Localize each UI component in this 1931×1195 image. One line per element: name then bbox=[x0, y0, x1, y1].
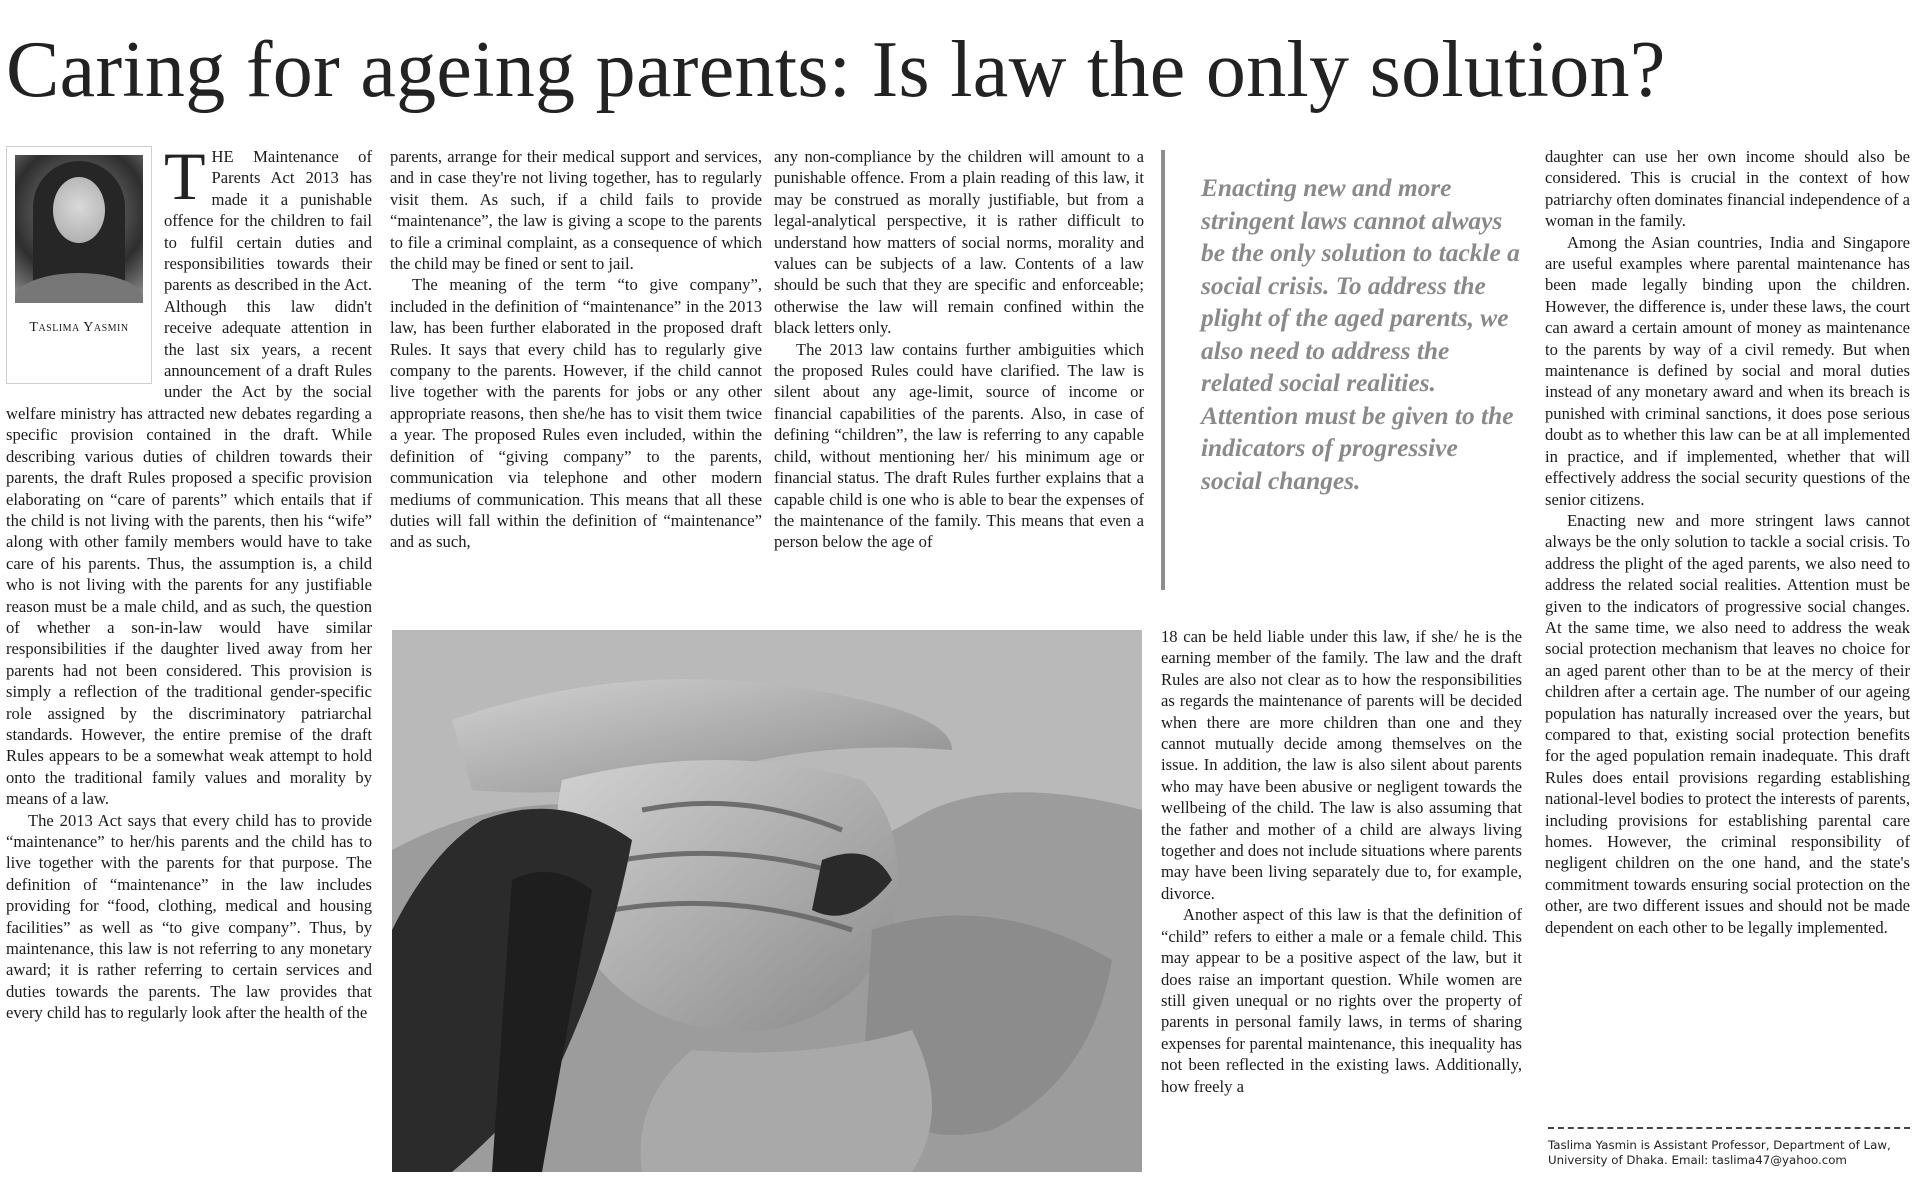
article-paragraph: parents, arrange for their medical support and services, and in case they're not living together, has to regularly visit them. As such, if a child fails to provide “maintenance”, the law is giving a scope to the parents to file a criminal complaint, as a consequence of which the child may be fined or sent to jail. bbox=[390, 147, 762, 274]
drop-cap: T bbox=[164, 138, 206, 214]
hands-illustration bbox=[392, 630, 1142, 1172]
author-box bbox=[6, 146, 152, 384]
article-column-1 bbox=[6, 138, 372, 1191]
article-column-5 bbox=[1545, 146, 1910, 1146]
article-photo-hands bbox=[392, 630, 1142, 1172]
article-paragraph: daughter can use her own income should also be considered. This is crucial in the context of how patriarchy often dominates financial independence of a woman in the family. bbox=[1545, 147, 1910, 231]
article-paragraph: Among the Asian countries, India and Singapore are useful examples where parental maintenance has been made legally binding upon the children. However, the difference is, under these laws, the court can award a certain amount of money as maintenance to the parents by way of a civil remedy. But when maintenance is defined by social and moral duties instead of any monetary award and when its breach is punished with criminal sanctions, it does pose serious doubt as to whether this law can be at all implemented in practice, and if implemented, whether that will effectively address the social security questions of the senior citizens. bbox=[1545, 232, 1910, 509]
article-paragraph: any non-compliance by the children will amount to a punishable offence. From a plain reading of this law, it may be construed as morally justifiable, but from a legal-analytical perspective, it is rather difficult to understand how matters of social norms, morality and values can be subjects of a law. Contents of a law should be such that they are specific and enforceable; otherwise the law will remain confined within the black letters only. bbox=[774, 147, 1144, 338]
article-column-4 bbox=[1161, 626, 1522, 1191]
author-photo bbox=[15, 155, 143, 303]
article-paragraph: 18 can be held liable under this law, if she/ he is the earning member of the family. The law and the draft Rules are also not clear as to how the responsibilities as regards the maintenance of parents will be decided when there are more children than one and they cannot mutually decide among themselves on the issue. In addition, the law is also silent about parents who may have been abusive or negligent towards the wellbeing of the child. The law is also assuming that the father and mother of a child are always living together and does not include situations where parents may have been living separately due to, for example, divorce. bbox=[1161, 627, 1522, 903]
article-paragraph: The 2013 Act says that every child has to provide “maintenance” to her/his parents and the child has to live together with the parents for that purpose. The definition of “maintenance” in the law includes providing for “food, clothing, medical and housing facilities” as well as “to give company”. Thus, by maintenance, this law is not referring to any monetary award; it is rather referring to certain services and duties towards the parents. The law provides that every child has to regularly look after the health of the bbox=[6, 810, 372, 1023]
pull-quote bbox=[1161, 150, 1529, 590]
article-paragraph: The meaning of the term “to give company”, included in the definition of “maintenance” in the 2013 law, has been further elaborated in the proposed draft Rules. It says that every child has to regularly give company to the parents. However, if the child cannot live together with the parents for jobs or any other appropriate reasons, then she/he has to visit them twice a year. The proposed Rules even included, within the definition of “giving company” to the parents, communication via telephone and other modern mediums of communication. This means that all these duties will fall within the definition of “maintenance” and as such, bbox=[390, 275, 762, 552]
article-column-2 bbox=[390, 146, 762, 616]
headline: Caring for ageing parents: Is law the only solution? bbox=[6, 26, 1666, 114]
author-bio: Taslima Yasmin is Assistant Professor, Department of Law, University of Dhaka. Email: taslima47@yahoo.com bbox=[1548, 1138, 1891, 1167]
divider-dashed bbox=[1548, 1127, 1910, 1129]
author-photo-face bbox=[53, 177, 105, 243]
article-paragraph: Another aspect of this law is that the definition of “child” refers to either a male or a female child. This may appear to be a positive aspect of the law, but it does raise an important question. While women are still given unequal or no rights over the property of parents in personal family laws, in terms of sharing expenses for parental maintenance, this inequality has not been reflected in the existing laws. Additionally, how freely a bbox=[1161, 905, 1522, 1096]
article-column-3 bbox=[774, 146, 1144, 616]
article-paragraph: Enacting new and more stringent laws cannot always be the only solution to tackle a social crisis. To address the plight of the aged parents, we also need to address the related social realities. Attention must be given to the indicators of progressive social changes. At the same time, we also need to address the weak social protection mechanism that leaves no choice for an aged parent other than to be at the mercy of their children after a certain age. The number of our ageing population has naturally increased over the years, but compared to that, existing social protection benefits for the aged population remain inadequate. This draft Rules does entail provisions regarding establishing national-level bodies to protect the interests of parents, including provisions for establishing parental care homes. However, the criminal responsibility of negligent children on the one hand, and the state's commitment towards ensuring social protection on the other, are two different issues and should not be made dependent on each other to be legally implemented. bbox=[1545, 510, 1910, 937]
pull-quote-text: Enacting new and more stringent laws cannot always be the only solution to tackle a social crisis. To address the plight of the aged parents, we also need to address the related social realities. Attention must be given to the indicators of progressive social changes. bbox=[1201, 174, 1520, 495]
author-name: Taslima Yasmin bbox=[29, 320, 129, 335]
article-paragraph: The 2013 law contains further ambiguities which the proposed Rules could have clarified. The law is silent about any age-limit, source of income or financial capabilities of the parents. Also, in case of defining “children”, the law is referring to any capable child, without mentioning her/ his minimum age or financial status. The draft Rules further explains that a capable child is one who is able to bear the expenses of the maintenance of the family. This means that even a person below the age of bbox=[774, 339, 1144, 552]
paragraph-text: HE Maintenance of Parents Act 2013 has made it a punishable offence for the children to fail to fulfil certain duties and responsibilities towards their parents as described in the Act. Although this law didn't receive adequate attention in the last six years, a recent announcement of a draft Rules under the Act by the social welfare ministry has attracted new debates regarding a specific provision contained in the draft. While describing various duties of children towards their parents, the draft Rules proposed a specific provision elaborating on “care of parents” which entails that if the child is not living with the parents, then his “wife” along with other family members would have to take care of his parents. Thus, the assumption is, a child who is not living with the parents for any justifiable reason must be a male child, and as such, the question of whether a son-in-law would have similar responsibilities if the daughter lived away from her parents had not been considered. This provision is simply a reflection of the traditional gender-specific role assigned by the discriminatory patriarchal standards. However, the entire premise of the draft Rules appears to be a somewhat weak attempt to hold onto the traditional family values and morality by means of a law. bbox=[6, 147, 372, 809]
